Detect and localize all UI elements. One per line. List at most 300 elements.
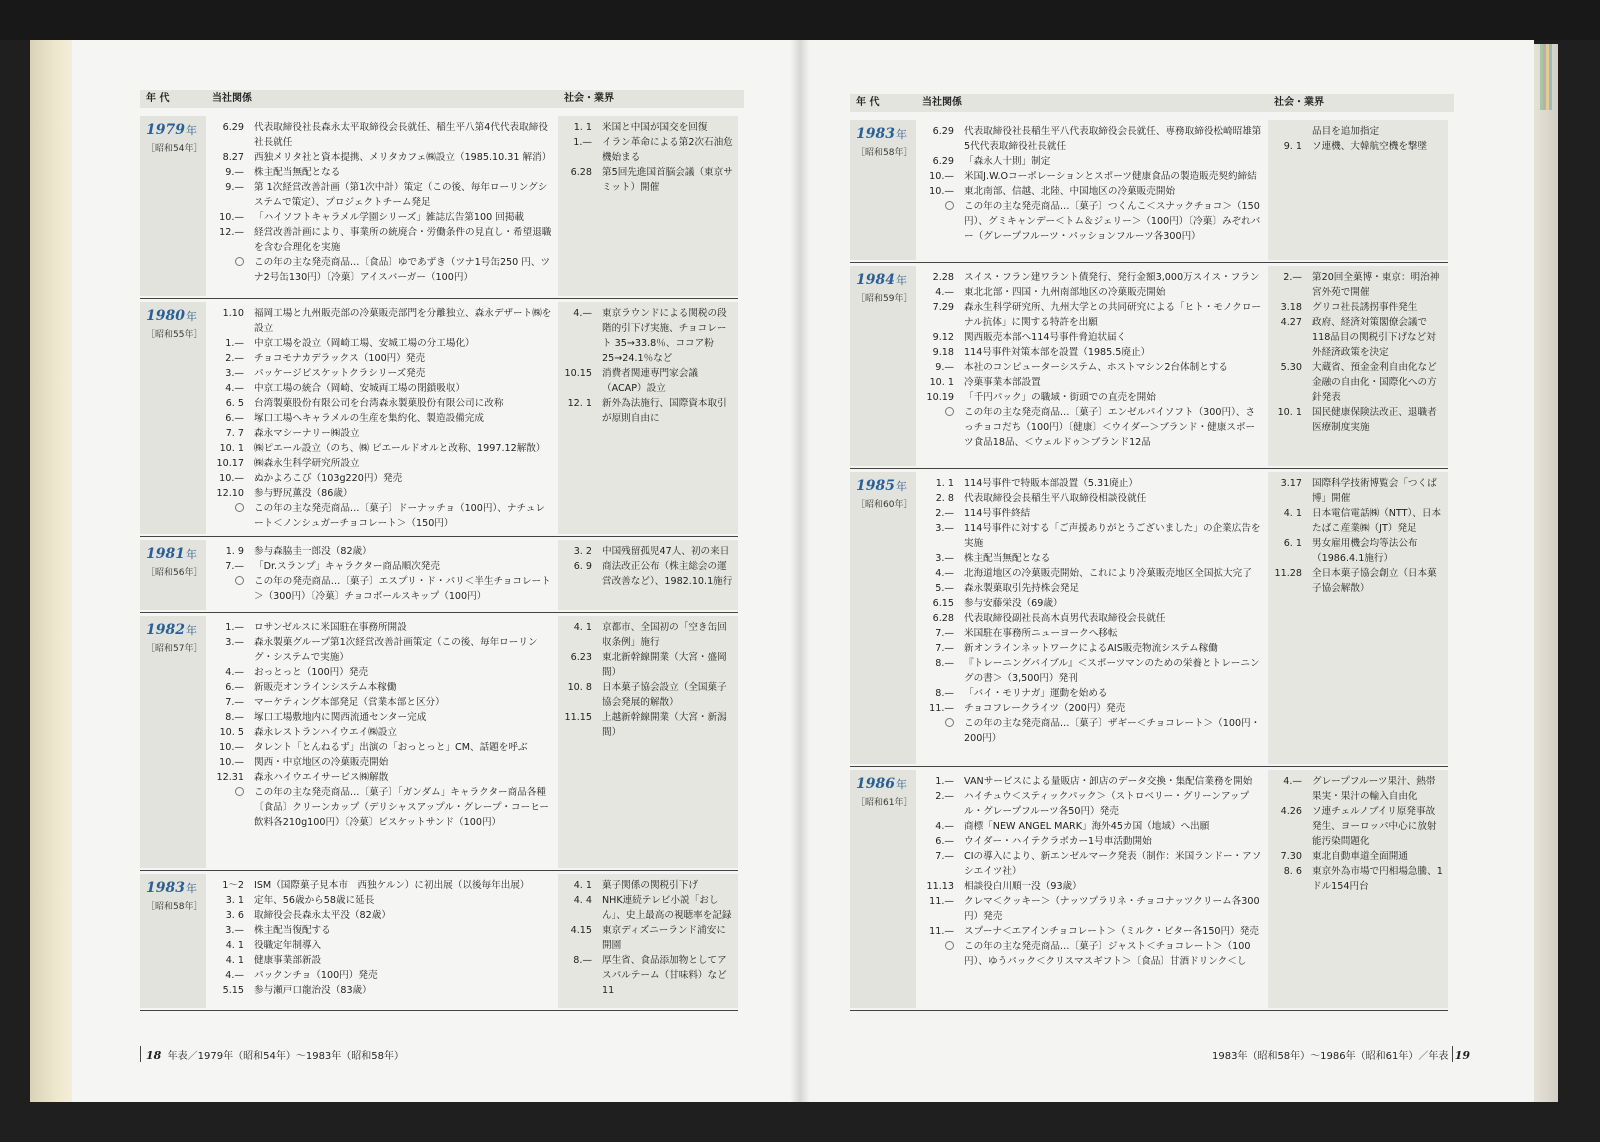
event-date: 8.27: [222, 152, 244, 163]
event-text: 定年、56歳から58歳に延長: [254, 895, 375, 906]
event-text: 代表取締役社長稲生平八代表取締役会長就任、専務取締役松崎昭雄第5代代表取締役社長就任: [964, 126, 1262, 152]
event-text: 代表取締役社長森永太平取締役会長就任、稲生平八第4代代表取締役社長就任: [254, 122, 548, 148]
event-text: 参与森脇圭一郎没（82歳）: [254, 546, 372, 557]
company-events: [206, 878, 552, 1008]
event-row: [206, 665, 552, 680]
society-date: 3.17: [1280, 478, 1302, 489]
event-date: [206, 785, 254, 830]
society-text: グリコ社長誘拐事件発生: [1312, 302, 1418, 313]
event-text: 114号事件終結: [964, 508, 1031, 519]
event-row: [206, 620, 552, 635]
year-label: [146, 880, 197, 896]
event-text: 役職定年制導入: [254, 940, 322, 951]
event-text: ハイチュウ＜スティックパック＞（ストロベリー・グリーンアップル・グレープフルーツ各50円）発売: [964, 791, 1250, 817]
event-row: [206, 306, 552, 336]
event-date: 6.29: [932, 156, 954, 167]
event-date: 4.—: [935, 821, 954, 832]
society-date: [1268, 124, 1312, 139]
society-row: [558, 559, 734, 589]
event-row: [916, 199, 1262, 244]
event-text: 森永生科学研究所、九州大学との共同研究による「ヒト・モノクローナル抗体」に関する特許を出願: [964, 302, 1262, 328]
event-text: 相談役白川順一没（93歳）: [964, 881, 1082, 892]
event-row: [206, 366, 552, 381]
event-date: 3. 1: [225, 895, 244, 906]
year-suffix: 年: [895, 274, 907, 287]
event-row: [916, 270, 1262, 285]
event-row: [206, 785, 552, 830]
block-divider: [140, 536, 738, 537]
society-row: [1268, 315, 1444, 360]
event-date: 8.—: [225, 712, 244, 723]
society-date: 4.—: [573, 308, 592, 319]
footer-bar: [1452, 1046, 1453, 1062]
event-date: 4.—: [935, 287, 954, 298]
showa-era: ［昭和58年］: [146, 902, 203, 912]
index-tabs: [1540, 44, 1552, 110]
event-row: [206, 180, 552, 210]
event-date: 3.—: [935, 523, 954, 534]
event-row: [206, 574, 552, 604]
year-label: [146, 622, 197, 638]
event-text: スイス・フラン建ワラント債発行、発行金額3,000万スイス・フラン: [964, 272, 1260, 283]
event-text: 株主配当復配する: [254, 925, 331, 936]
event-row: [206, 725, 552, 740]
circle-marker-icon: [945, 718, 954, 727]
event-date: 10.—: [219, 473, 244, 484]
society-events: [558, 116, 738, 296]
event-row: [206, 878, 552, 893]
event-row: [206, 635, 552, 665]
event-text: 米国J.W.Oコーポレーションとスポーツ健康食品の製造販売契約締結: [964, 171, 1257, 182]
event-date: 4.—: [225, 383, 244, 394]
society-row: [558, 650, 734, 680]
event-text: 参与瀬戸口龍治没（83歳）: [254, 985, 372, 996]
year-number: 1980: [146, 308, 185, 324]
event-text: 取締役会長森永太平没（82歳）: [254, 910, 391, 921]
event-text: この年の主な発売商品…〔菓子〕つくんこ＜スナックチョコ＞（150円）、グミキャンデー＜トム＆ジェリー＞（100円）〔冷菓〕みぞれバー（グレープフルーツ・パッションフルーツ各300円）: [964, 201, 1261, 242]
event-row: [206, 120, 552, 150]
society-text: 国際科学技術博覧会「つくば博」開催: [1312, 478, 1437, 504]
event-date: 8.—: [935, 688, 954, 699]
event-text: 関西販売本部へ114号事件脅迫状届く: [964, 332, 1127, 343]
event-text: 114号事件で特販本部設置（5.31廃止）: [964, 478, 1138, 489]
event-row: [206, 225, 552, 255]
event-date: 9.12: [932, 332, 954, 343]
society-date: 3.18: [1280, 302, 1302, 313]
year-suffix: 年: [185, 624, 197, 637]
society-row: [558, 165, 734, 195]
society-row: [558, 893, 734, 923]
circle-marker-icon: [235, 257, 244, 266]
society-row: [1268, 360, 1444, 405]
event-row: [916, 491, 1262, 506]
year-suffix: 年: [895, 480, 907, 493]
society-text: 全日本菓子協会創立（日本菓子協会解散）: [1312, 568, 1437, 594]
event-date: 12.—: [219, 227, 244, 238]
event-row: [206, 923, 552, 938]
event-row: [206, 381, 552, 396]
event-date: 7.29: [932, 302, 954, 313]
event-text: 西独メリタ社と資本提携、メリタカフェ㈱設立（1985.10.31 解消）: [254, 152, 552, 163]
showa-era: ［昭和54年］: [146, 144, 203, 154]
event-date: 10.—: [219, 742, 244, 753]
event-row: [206, 893, 552, 908]
society-row: [1268, 476, 1444, 506]
event-date: [206, 501, 254, 531]
event-text: 北海道地区の冷菓販売開始、これにより冷菓販売地区全国拡大完了: [964, 568, 1252, 579]
society-date: 7.30: [1280, 851, 1302, 862]
event-text: 新販売オンラインシステム本稼働: [254, 682, 397, 693]
society-row: [1268, 849, 1444, 864]
event-text: 健康事業部新設: [254, 955, 322, 966]
event-row: [206, 983, 552, 998]
header-company: 当社関係: [206, 90, 558, 108]
event-text: 参与野尻薫没（86歳）: [254, 488, 353, 499]
event-row: [916, 894, 1262, 924]
event-text: パッケージビスケットクラシリーズ発売: [254, 368, 426, 379]
society-text: 上越新幹線開業（大宮・新潟間）: [602, 712, 727, 738]
event-row: [206, 908, 552, 923]
event-row: [916, 834, 1262, 849]
event-text: タレント「とんねるず」出演の「おっとっと」CM、話題を呼ぶ: [254, 742, 528, 753]
event-date: 1.10: [222, 308, 244, 319]
circle-marker-icon: [235, 503, 244, 512]
showa-era: ［昭和56年］: [146, 568, 203, 578]
event-text: 中京工場を設立（岡崎工場、安城工場の分工場化）: [254, 338, 475, 349]
society-events: [558, 302, 738, 534]
page-number: 19: [1454, 1049, 1471, 1062]
society-date: 8.—: [573, 955, 592, 966]
event-date: 3.—: [935, 553, 954, 564]
event-text: スプーナ＜エアインチョコレート＞（ミルク・ビター各150円）発売: [964, 926, 1259, 937]
footer-left: [146, 1047, 404, 1062]
event-row: [916, 184, 1262, 199]
event-date: 9.—: [225, 182, 244, 193]
showa-era: ［昭和59年］: [856, 294, 913, 304]
event-date: 6.15: [932, 598, 954, 609]
society-row: [558, 135, 734, 165]
footer-title: 年表／1979年（昭和54年）～1983年（昭和58年）: [167, 1051, 405, 1062]
event-date: [206, 255, 254, 285]
society-date: 12. 1: [567, 398, 592, 409]
society-text: NHK連続テレビ小説「おしん」、史上最高の視聴率を記録: [602, 895, 732, 921]
society-row: [558, 680, 734, 710]
year-cell: [140, 874, 206, 1008]
society-text: 日本菓子協会設立（全国菓子協会発展的解散）: [602, 682, 727, 708]
society-date: 2.—: [1283, 272, 1302, 283]
event-text: パックンチョ（100円）発売: [254, 970, 378, 981]
society-row: [558, 366, 734, 396]
event-text: 東北北部・四国・九州南部地区の冷菓販売開始: [964, 287, 1166, 298]
event-date: 1. 9: [225, 546, 244, 557]
society-date: 11.15: [564, 712, 592, 723]
event-row: [916, 879, 1262, 894]
event-row: [206, 953, 552, 968]
event-text: 塚口工場敷地内に関西流通センター完成: [254, 712, 427, 723]
event-text: 米国駐在事務所ニューヨークへ移転: [964, 628, 1118, 639]
event-row: [206, 396, 552, 411]
society-row: [1268, 124, 1444, 139]
year-cell: [850, 266, 916, 466]
event-row: [206, 441, 552, 456]
event-date: 7.—: [935, 643, 954, 654]
event-date: 7.—: [935, 851, 954, 862]
society-date: 8. 6: [1283, 866, 1302, 877]
event-row: [916, 581, 1262, 596]
event-date: 9.—: [935, 362, 954, 373]
society-date: 10. 8: [567, 682, 592, 693]
event-date: 6.—: [935, 836, 954, 847]
event-row: [206, 755, 552, 770]
society-row: [1268, 139, 1444, 154]
event-text: 東北南部、信越、北陸、中国地区の冷菓販売開始: [964, 186, 1176, 197]
event-date: 10.—: [219, 757, 244, 768]
event-text: VANサービスによる量販店・卸店のデータ交換・集配信業務を開始: [964, 776, 1253, 787]
event-row: [916, 611, 1262, 626]
society-text: 商法改正公布（株主総会の運営改善など）、1982.10.1施行: [602, 561, 733, 587]
event-date: [916, 199, 964, 244]
company-events: [916, 270, 1262, 466]
circle-marker-icon: [945, 407, 954, 416]
event-row: [916, 300, 1262, 330]
showa-era: ［昭和57年］: [146, 644, 203, 654]
event-date: 6.28: [932, 613, 954, 624]
event-row: [916, 506, 1262, 521]
event-text: 森永製菓取引先持株会発足: [964, 583, 1080, 594]
event-text: チョコモナカデラックス（100円）発売: [254, 353, 426, 364]
year-cell: [140, 616, 206, 868]
society-text: ソ連機、大韓航空機を撃墜: [1312, 141, 1428, 152]
header-company: 当社関係: [916, 94, 1268, 112]
society-text: 消費者関連専門家会議（ACAP）設立: [602, 368, 698, 394]
event-date: 4.—: [935, 568, 954, 579]
event-row: [916, 285, 1262, 300]
event-row: [916, 360, 1262, 375]
event-date: 1. 1: [935, 478, 954, 489]
event-date: 1.—: [225, 338, 244, 349]
company-events: [916, 774, 1262, 1008]
society-text: 東北新幹線開業（大宮・盛岡間）: [602, 652, 727, 678]
circle-marker-icon: [235, 576, 244, 585]
event-row: [206, 968, 552, 983]
event-date: 12.31: [216, 772, 244, 783]
society-events: [1268, 472, 1448, 764]
event-row: [916, 656, 1262, 686]
block-divider: [850, 262, 1448, 263]
event-date: 10. 1: [929, 377, 954, 388]
society-date: 4. 1: [573, 880, 592, 891]
society-text: 中国残留孤児47人、初の来日: [602, 546, 730, 557]
event-text: 「ハイソフトキャラメル学園シリーズ」雑誌広告第100 回掲載: [254, 212, 525, 223]
event-date: 12.10: [216, 488, 244, 499]
event-text: 関西・中京地区の冷菓販売開始: [254, 757, 389, 768]
event-date: 9.—: [225, 167, 244, 178]
event-date: 7.—: [225, 697, 244, 708]
event-text: 「千円パック」の職域・街頭での直売を開始: [964, 392, 1156, 403]
year-number: 1979: [146, 122, 185, 138]
event-text: 商標「NEW ANGEL MARK」海外45カ国（地域）へ出願: [964, 821, 1210, 832]
year-label: [856, 272, 907, 288]
society-text: 男女雇用機会均等法公布（1986.4.1施行）: [1312, 538, 1418, 564]
event-date: 11.—: [929, 896, 954, 907]
event-date: 2. 8: [935, 493, 954, 504]
event-row: [206, 559, 552, 574]
event-row: [916, 774, 1262, 789]
event-row: [916, 701, 1262, 716]
event-text: この年の主な発売商品…〔菓子〕ザギー＜チョコレート＞（100円・200円）: [964, 718, 1261, 744]
event-text: 台湾製菓股份有限公司を台湾森永製菓股份有限公司に改称: [254, 398, 504, 409]
society-text: 東京外為市場で円相場急騰、1ドル154円台: [1312, 866, 1443, 892]
event-text: ㈱森永生科学研究所設立: [254, 458, 360, 469]
society-row: [558, 953, 734, 998]
event-date: 2.28: [932, 272, 954, 283]
event-text: 「森永人十則」制定: [964, 156, 1051, 167]
society-row: [1268, 864, 1444, 894]
event-row: [916, 154, 1262, 169]
society-row: [558, 620, 734, 650]
year-label: [856, 478, 907, 494]
page-number: 18: [146, 1049, 162, 1062]
event-text: この年の主な発売商品…〔菓子〕エンゼルパイソフト（300円）、さっチョコだち（100円）〔健康〕＜ウイダー＞ブランド・健康スポーツ食品18品、＜ウェルドゥ＞ブランド12品: [964, 407, 1256, 448]
event-row: [916, 789, 1262, 819]
event-row: [206, 336, 552, 351]
event-row: [206, 471, 552, 486]
event-date: 1～2: [222, 880, 244, 891]
event-text: 経営改善計画により、事業所の統廃合・労働条件の見直し・希望退職を含む合理化を実施: [254, 227, 552, 253]
year-number: 1983: [146, 880, 185, 896]
event-row: [916, 521, 1262, 551]
event-row: [916, 375, 1262, 390]
society-text: 国民健康保険法改正、退職者医療制度実施: [1312, 407, 1437, 433]
year-label: [146, 308, 197, 324]
year-suffix: 年: [185, 310, 197, 323]
page-edge-right: [1530, 44, 1558, 1102]
society-date: 3. 2: [573, 546, 592, 557]
event-date: 6.29: [932, 126, 954, 137]
society-row: [558, 710, 734, 740]
society-events: [1268, 120, 1448, 260]
event-text: 第 1次経営改善計画（第1次中計）策定（この後、毎年ローリングシステムで策定）、プロジェクトチーム発足: [254, 182, 548, 208]
event-text: 株主配当無配となる: [964, 553, 1051, 564]
page-right: [800, 40, 1534, 1102]
event-row: [206, 165, 552, 180]
society-date: 4.15: [570, 925, 592, 936]
event-date: 5.15: [222, 985, 244, 996]
event-text: 代表取締役副社長高木貞男代表取締役会長就任: [964, 613, 1166, 624]
showa-era: ［昭和60年］: [856, 500, 913, 510]
event-row: [916, 345, 1262, 360]
event-text: 塚口工場へキャラメルの生産を集約化、製造設備完成: [254, 413, 484, 424]
year-cell: [850, 472, 916, 764]
society-text: 品目を追加指定: [1312, 126, 1380, 137]
event-row: [206, 426, 552, 441]
society-row: [1268, 405, 1444, 435]
event-date: 1.—: [935, 776, 954, 787]
event-row: [206, 680, 552, 695]
event-row: [916, 849, 1262, 879]
event-text: この年の主な発売商品…〔菓子〕ドーナッチョ（100円）、ナチュレート＜ノンシュガーチョコレート＞（150円）: [254, 503, 545, 529]
event-text: 代表取締役会長稲生平八取締役相談役就任: [964, 493, 1147, 504]
society-row: [1268, 774, 1444, 804]
event-text: この年の発売商品…〔菓子〕エスプリ・ド・パリ＜半生チョコレート＞（300円）〔冷菓〕チョコボールスキップ（100円）: [254, 576, 551, 602]
year-suffix: 年: [895, 778, 907, 791]
event-row: [916, 924, 1262, 939]
header-era: 年 代: [140, 90, 206, 108]
year-cell: [140, 302, 206, 534]
event-row: [206, 938, 552, 953]
society-text: 米国と中国が国交を回復: [602, 122, 708, 133]
page-left: [72, 40, 800, 1102]
footer-right: [1212, 1047, 1470, 1062]
event-row: [206, 210, 552, 225]
header-society: 社会・業界: [1268, 94, 1454, 112]
society-row: [1268, 270, 1444, 300]
event-row: [916, 405, 1262, 450]
event-text: 114号事件対策本部を設置（1985.5廃止）: [964, 347, 1151, 358]
event-date: 2.—: [935, 791, 954, 802]
society-row: [1268, 506, 1444, 536]
event-date: 3.—: [225, 368, 244, 379]
event-date: 2.—: [935, 508, 954, 519]
event-date: 7. 7: [225, 428, 244, 439]
event-text: おっとっと（100円）発売: [254, 667, 369, 678]
year-suffix: 年: [185, 548, 197, 561]
event-row: [916, 686, 1262, 701]
event-text: 「バイ・モリナガ」運動を始める: [964, 688, 1108, 699]
event-text: ぬかよろこび（103g220円）発売: [254, 473, 403, 484]
company-events: [916, 124, 1262, 260]
society-events: [1268, 266, 1448, 466]
event-date: 7.—: [225, 561, 244, 572]
event-date: 5.—: [935, 583, 954, 594]
society-text: 大蔵省、預金金利自由化など金融の自由化・国際化への方針発表: [1312, 362, 1437, 403]
event-text: 『トレーニングバイブル』＜スポーツマンのための栄養とトレーニングの書＞（3,500円）発刊: [964, 658, 1260, 684]
year-number: 1982: [146, 622, 185, 638]
event-row: [916, 476, 1262, 491]
year-label: [856, 776, 907, 792]
society-date: 11.28: [1274, 568, 1302, 579]
event-row: [916, 551, 1262, 566]
header-society: 社会・業界: [558, 90, 744, 108]
event-row: [916, 330, 1262, 345]
event-date: 6.29: [222, 122, 244, 133]
company-events: [206, 306, 552, 534]
event-date: 3.—: [225, 637, 244, 648]
event-row: [916, 641, 1262, 656]
event-date: 2.—: [225, 353, 244, 364]
event-text: ㈱ピエール設立（のち、㈱ ピエールドオルと改称、1997.12解散）: [254, 443, 546, 454]
society-row: [558, 120, 734, 135]
year-number: 1985: [856, 478, 895, 494]
event-text: 中京工場の統合（岡崎、安城両工場の閉鎖吸収）: [254, 383, 466, 394]
society-date: 10. 1: [1277, 407, 1302, 418]
event-date: 10. 1: [219, 443, 244, 454]
society-text: 京都市、全国初の「空き缶回収条例」施行: [602, 622, 727, 648]
year-number: 1983: [856, 126, 895, 142]
page-edge-left: [30, 40, 76, 1102]
footer-bar: [140, 1046, 141, 1062]
year-label: [146, 122, 197, 138]
showa-era: ［昭和58年］: [856, 148, 913, 158]
block-divider: [140, 298, 738, 299]
header-era: 年 代: [850, 94, 916, 112]
block-divider: [140, 1010, 738, 1011]
society-date: 6. 1: [1283, 538, 1302, 549]
event-date: 4. 1: [225, 940, 244, 951]
event-text: 新オンラインネットワークによるAIS販売物流システム稼働: [964, 643, 1218, 654]
event-row: [916, 169, 1262, 184]
event-date: 4. 1: [225, 955, 244, 966]
